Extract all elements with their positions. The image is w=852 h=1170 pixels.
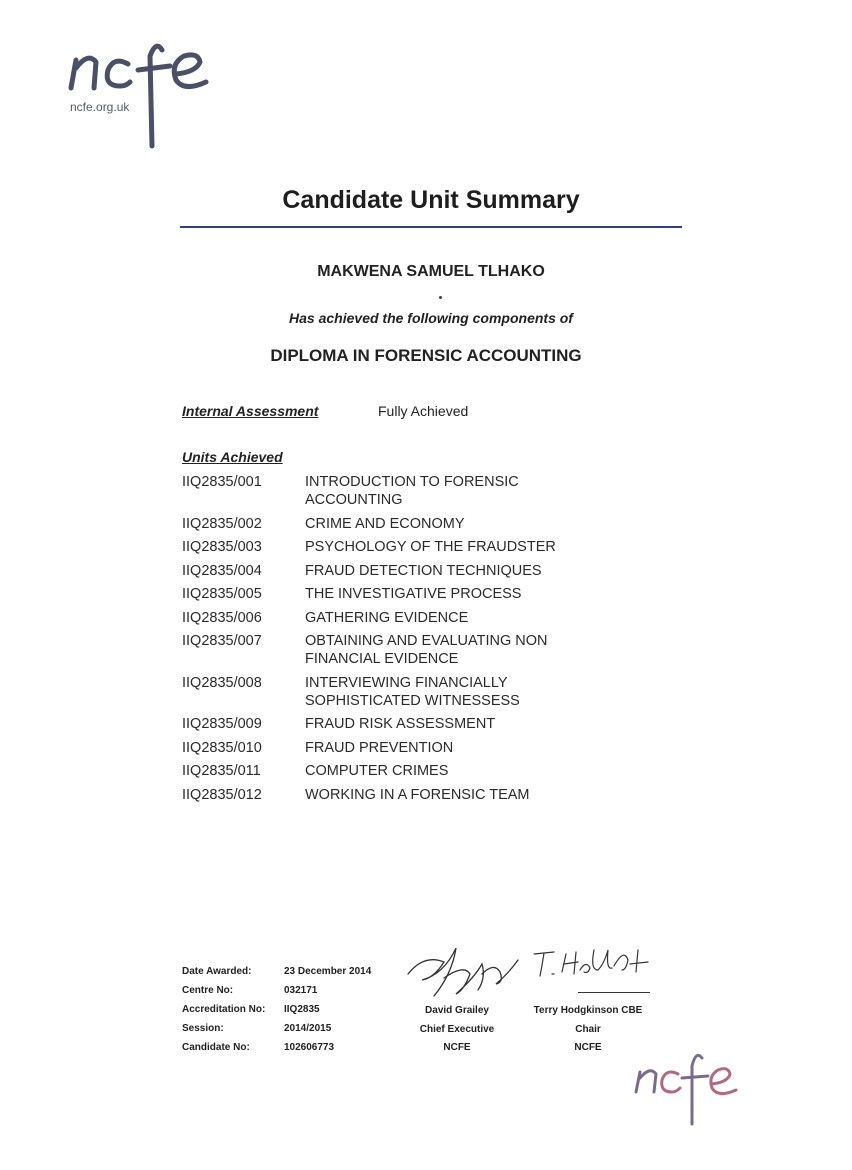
signatory-role: Chair <box>575 1023 601 1035</box>
detail-value: 23 December 2014 <box>284 966 372 977</box>
logo-url: ncfe.org.uk <box>70 100 130 114</box>
unit-row <box>182 609 612 627</box>
unit-code: IIQ2835/011 <box>182 763 261 779</box>
detail-row <box>182 966 394 985</box>
unit-title: CRIME AND ECONOMY <box>305 515 465 532</box>
unit-code: IIQ2835/012 <box>182 786 262 803</box>
signatory-org: NCFE <box>443 1042 471 1053</box>
detail-row <box>182 1023 394 1042</box>
title-underline <box>180 226 682 228</box>
signatory-name: Terry Hodgkinson CBE <box>533 1005 643 1016</box>
unit-title: GATHERING EVIDENCE <box>305 609 469 626</box>
detail-value: 032171 <box>284 985 318 996</box>
detail-row <box>182 985 394 1004</box>
signature-terry-hodgkinson <box>528 940 656 1000</box>
signatory-org: NCFE <box>574 1042 602 1053</box>
separator-dot <box>439 296 442 299</box>
detail-value: IIQ2835 <box>284 1004 320 1015</box>
detail-label: Date Awarded: <box>182 966 252 977</box>
unit-row <box>182 739 612 757</box>
unit-title: INTERVIEWING FINANCIALLY SOPHISTICATED WITNESSESS <box>305 674 520 709</box>
unit-title: FRAUD RISK ASSESSMENT <box>305 716 496 732</box>
detail-row <box>182 1004 394 1023</box>
detail-label: Session: <box>182 1023 224 1034</box>
unit-title: PSYCHOLOGY OF THE FRAUDSTER <box>305 539 556 555</box>
unit-title: FRAUD PREVENTION <box>305 739 454 756</box>
ncfe-logo <box>66 20 226 150</box>
unit-code: IIQ2835/002 <box>182 515 262 532</box>
unit-row <box>182 562 612 580</box>
unit-title: OBTAINING AND EVALUATING NON FINANCIAL EVIDENCE <box>305 633 548 667</box>
unit-row <box>182 715 612 733</box>
unit-code: IIQ2835/006 <box>182 609 262 626</box>
unit-title: THE INVESTIGATIVE PROCESS <box>305 586 522 602</box>
unit-code: IIQ2835/008 <box>182 674 262 691</box>
detail-value: 102606773 <box>284 1042 335 1053</box>
signatory-name: David Grailey <box>425 1005 489 1016</box>
internal-assessment-value: Fully Achieved <box>378 403 469 419</box>
units-heading: Units Achieved <box>182 449 283 465</box>
unit-code: IIQ2835/007 <box>182 633 262 649</box>
unit-row <box>182 538 612 556</box>
unit-code: IIQ2835/010 <box>182 739 262 756</box>
unit-row <box>182 585 612 603</box>
unit-code: IIQ2835/004 <box>182 562 262 579</box>
unit-row <box>182 515 612 533</box>
signatory-1 <box>402 1002 512 1058</box>
signature-david-grailey <box>404 934 522 1004</box>
detail-label: Accreditation No: <box>182 1004 266 1015</box>
unit-code: IIQ2835/009 <box>182 716 262 732</box>
signature-line <box>578 992 650 993</box>
unit-code: IIQ2835/001 <box>182 474 262 490</box>
ncfe-logo-mark <box>66 20 226 150</box>
unit-code: IIQ2835/003 <box>182 539 262 555</box>
page-title: Candidate Unit Summary <box>282 186 580 214</box>
detail-row <box>182 1042 394 1061</box>
detail-label: Centre No: <box>182 985 234 996</box>
unit-row <box>182 762 612 780</box>
unit-title: WORKING IN A FORENSIC TEAM <box>305 786 530 803</box>
detail-value: 2014/2015 <box>284 1023 332 1034</box>
unit-title: INTRODUCTION TO FORENSIC ACCOUNTING <box>305 474 519 508</box>
unit-row <box>182 632 612 668</box>
unit-row <box>182 674 612 710</box>
unit-title: FRAUD DETECTION TECHNIQUES <box>305 562 542 579</box>
award-details <box>182 966 394 1061</box>
detail-label: Candidate No: <box>182 1042 250 1053</box>
ncfe-watermark-logo <box>632 1048 742 1128</box>
internal-assessment-label: Internal Assessment <box>182 403 319 419</box>
unit-code: IIQ2835/005 <box>182 586 262 602</box>
units-list <box>182 473 612 809</box>
achieved-statement: Has achieved the following components of <box>289 310 573 326</box>
unit-row <box>182 786 612 804</box>
candidate-name: MAKWENA SAMUEL TLHAKO <box>317 263 545 280</box>
unit-title: COMPUTER CRIMES <box>305 763 449 779</box>
qualification-title: DIPLOMA IN FORENSIC ACCOUNTING <box>270 346 582 365</box>
signatory-role: Chief Executive <box>419 1023 495 1035</box>
unit-row <box>182 473 612 509</box>
